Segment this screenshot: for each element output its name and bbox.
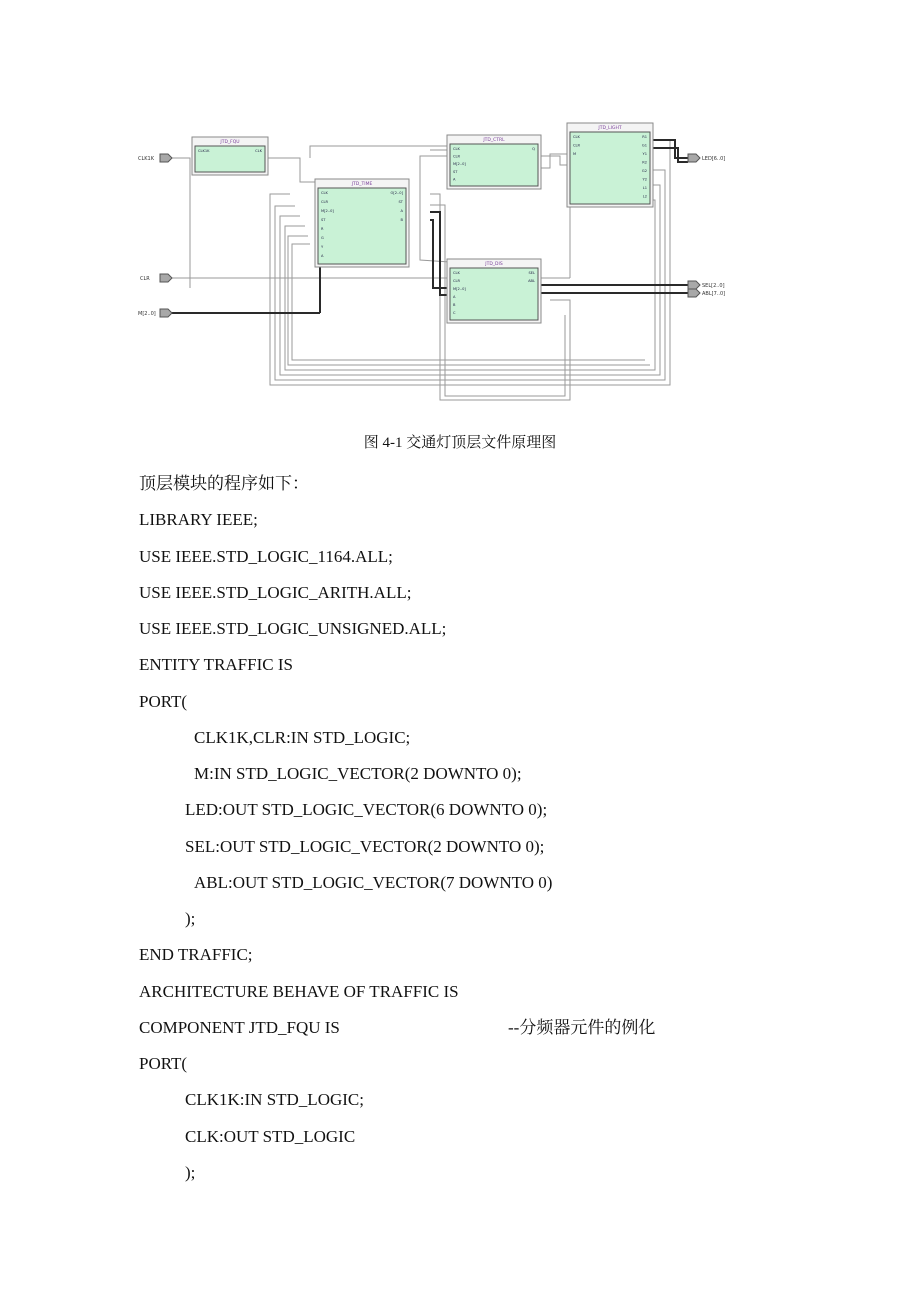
- code-line: [0, 1119, 920, 1155]
- code-text: PORT(: [139, 691, 188, 711]
- port-out-label: R1: [642, 135, 647, 139]
- code-text: CLK:OUT STD_LOGIC: [185, 1126, 356, 1146]
- code-line: [0, 1010, 920, 1046]
- port-out-label: Q: [532, 147, 535, 151]
- code-comment: --分频器元件的例化: [508, 1017, 656, 1037]
- block-title: JTD_DIS: [485, 262, 503, 267]
- port-out-label: ST: [398, 200, 403, 204]
- port-in-label: CLR: [453, 154, 461, 159]
- code-line: [0, 575, 920, 611]
- block-title: JTD_LIGHT: [598, 126, 622, 131]
- block-ctrl: [447, 135, 541, 189]
- code-line: [0, 1155, 920, 1191]
- code-text: SEL:OUT STD_LOGIC_VECTOR(2 DOWNTO 0);: [185, 836, 545, 856]
- code-text: USE IEEE.STD_LOGIC_ARITH.ALL;: [139, 582, 412, 602]
- port-in-label: M[2..0]: [453, 287, 466, 291]
- figure-caption: 图 4-1 交通灯顶层文件原理图: [363, 435, 557, 451]
- code-line: [0, 1046, 920, 1082]
- code-text: ARCHITECTURE BEHAVE OF TRAFFIC IS: [139, 981, 459, 1001]
- code-line: [0, 756, 920, 792]
- port-out-label: ABL: [528, 279, 535, 283]
- code-text: CLK1K:IN STD_LOGIC;: [185, 1090, 364, 1110]
- port-in-label: CLK: [453, 271, 460, 275]
- pin-led-label: LED[6..0]: [702, 156, 726, 162]
- code-line: [0, 611, 920, 647]
- block-fqu: [192, 137, 268, 175]
- port-in-label: CLK: [453, 147, 460, 151]
- code-line: [0, 720, 920, 756]
- port-out-label: O[2..0]: [390, 191, 403, 195]
- port-in-label: A: [453, 177, 456, 182]
- pin-clk1k-label: CLK1K: [138, 156, 155, 162]
- port-out-label: Y2: [642, 177, 647, 182]
- code-text: );: [185, 1162, 196, 1182]
- code-text: COMPONENT JTD_FQU IS: [139, 1017, 340, 1037]
- code-text: USE IEEE.STD_LOGIC_1164.ALL;: [139, 546, 393, 566]
- port-in-label: CLK: [573, 135, 580, 139]
- port-in-label: CLR: [453, 279, 461, 283]
- block-body: [318, 188, 406, 264]
- port-in-label: CLK: [321, 191, 328, 195]
- block-title: JTD_TIME: [351, 182, 373, 187]
- code-line: [0, 901, 920, 937]
- port-in-label: C: [453, 311, 456, 315]
- port-out-label: R2: [642, 160, 647, 165]
- port-in-label: B: [453, 303, 456, 307]
- port-in-label: M: [573, 152, 577, 156]
- port-out-label: G2: [641, 169, 647, 173]
- code-line: [0, 684, 920, 720]
- code-line: [0, 865, 920, 901]
- code-line: [0, 937, 920, 973]
- port-out-label: L2: [642, 194, 647, 199]
- pin-clr-label: CLR: [140, 276, 150, 282]
- pin-m-label: M[2..0]: [138, 311, 156, 317]
- port-in-label: M[2..0]: [321, 209, 334, 213]
- code-line: [0, 539, 920, 575]
- port-out-label: CLK: [255, 149, 262, 153]
- port-in-label: R: [321, 227, 324, 231]
- block-time: [315, 179, 409, 267]
- port-in-label: CLR: [321, 200, 329, 204]
- code-line: [0, 974, 920, 1010]
- block-dis: [447, 259, 541, 323]
- code-text: M:IN STD_LOGIC_VECTOR(2 DOWNTO 0);: [194, 764, 522, 783]
- code-text: LED:OUT STD_LOGIC_VECTOR(6 DOWNTO 0);: [185, 800, 548, 820]
- code-line: [0, 466, 920, 502]
- block-body: [570, 132, 650, 204]
- port-in-label: CLK1K: [198, 149, 210, 153]
- block-title: JTD_FQU: [220, 140, 240, 145]
- pin-sel-label: SEL[2..0]: [702, 283, 725, 289]
- code-line: [0, 829, 920, 865]
- port-in-label: ST: [453, 169, 458, 174]
- port-out-label: B: [400, 218, 403, 222]
- vhdl-code: [0, 466, 920, 1191]
- port-in-label: M[2..0]: [453, 162, 466, 167]
- block-body: [450, 268, 538, 320]
- code-text: LIBRARY IEEE;: [139, 510, 258, 530]
- schematic-diagram: [130, 110, 726, 406]
- block-light: [567, 123, 653, 207]
- code-line: [0, 647, 920, 683]
- code-line: [0, 792, 920, 828]
- port-in-label: Y: [321, 245, 324, 249]
- port-out-label: Y1: [642, 152, 647, 156]
- code-line: [0, 1082, 920, 1118]
- code-text: );: [185, 909, 196, 928]
- port-in-label: ST: [321, 218, 326, 222]
- port-out-label: SEL: [528, 271, 535, 275]
- code-text: END TRAFFIC;: [139, 945, 253, 965]
- port-in-label: G: [321, 236, 324, 240]
- code-text: ENTITY TRAFFIC IS: [139, 655, 293, 675]
- port-in-label: CLR: [573, 143, 581, 148]
- code-text: ABL:OUT STD_LOGIC_VECTOR(7 DOWNTO 0): [194, 872, 553, 892]
- code-line: [0, 502, 920, 538]
- port-out-label: L1: [642, 186, 647, 190]
- code-text: CLK1K,CLR:IN STD_LOGIC;: [194, 727, 411, 747]
- port-in-label: A: [321, 254, 324, 258]
- code-text: USE IEEE.STD_LOGIC_UNSIGNED.ALL;: [139, 619, 447, 638]
- block-title: JTD_CTRL: [483, 138, 505, 143]
- pin-abl-label: ABL[7..0]: [702, 291, 726, 297]
- port-in-label: A: [453, 295, 456, 299]
- port-out-label: A: [400, 209, 403, 213]
- code-text: 顶层模块的程序如下：: [139, 474, 309, 493]
- code-text: PORT(: [139, 1054, 188, 1073]
- port-out-label: G1: [641, 143, 647, 148]
